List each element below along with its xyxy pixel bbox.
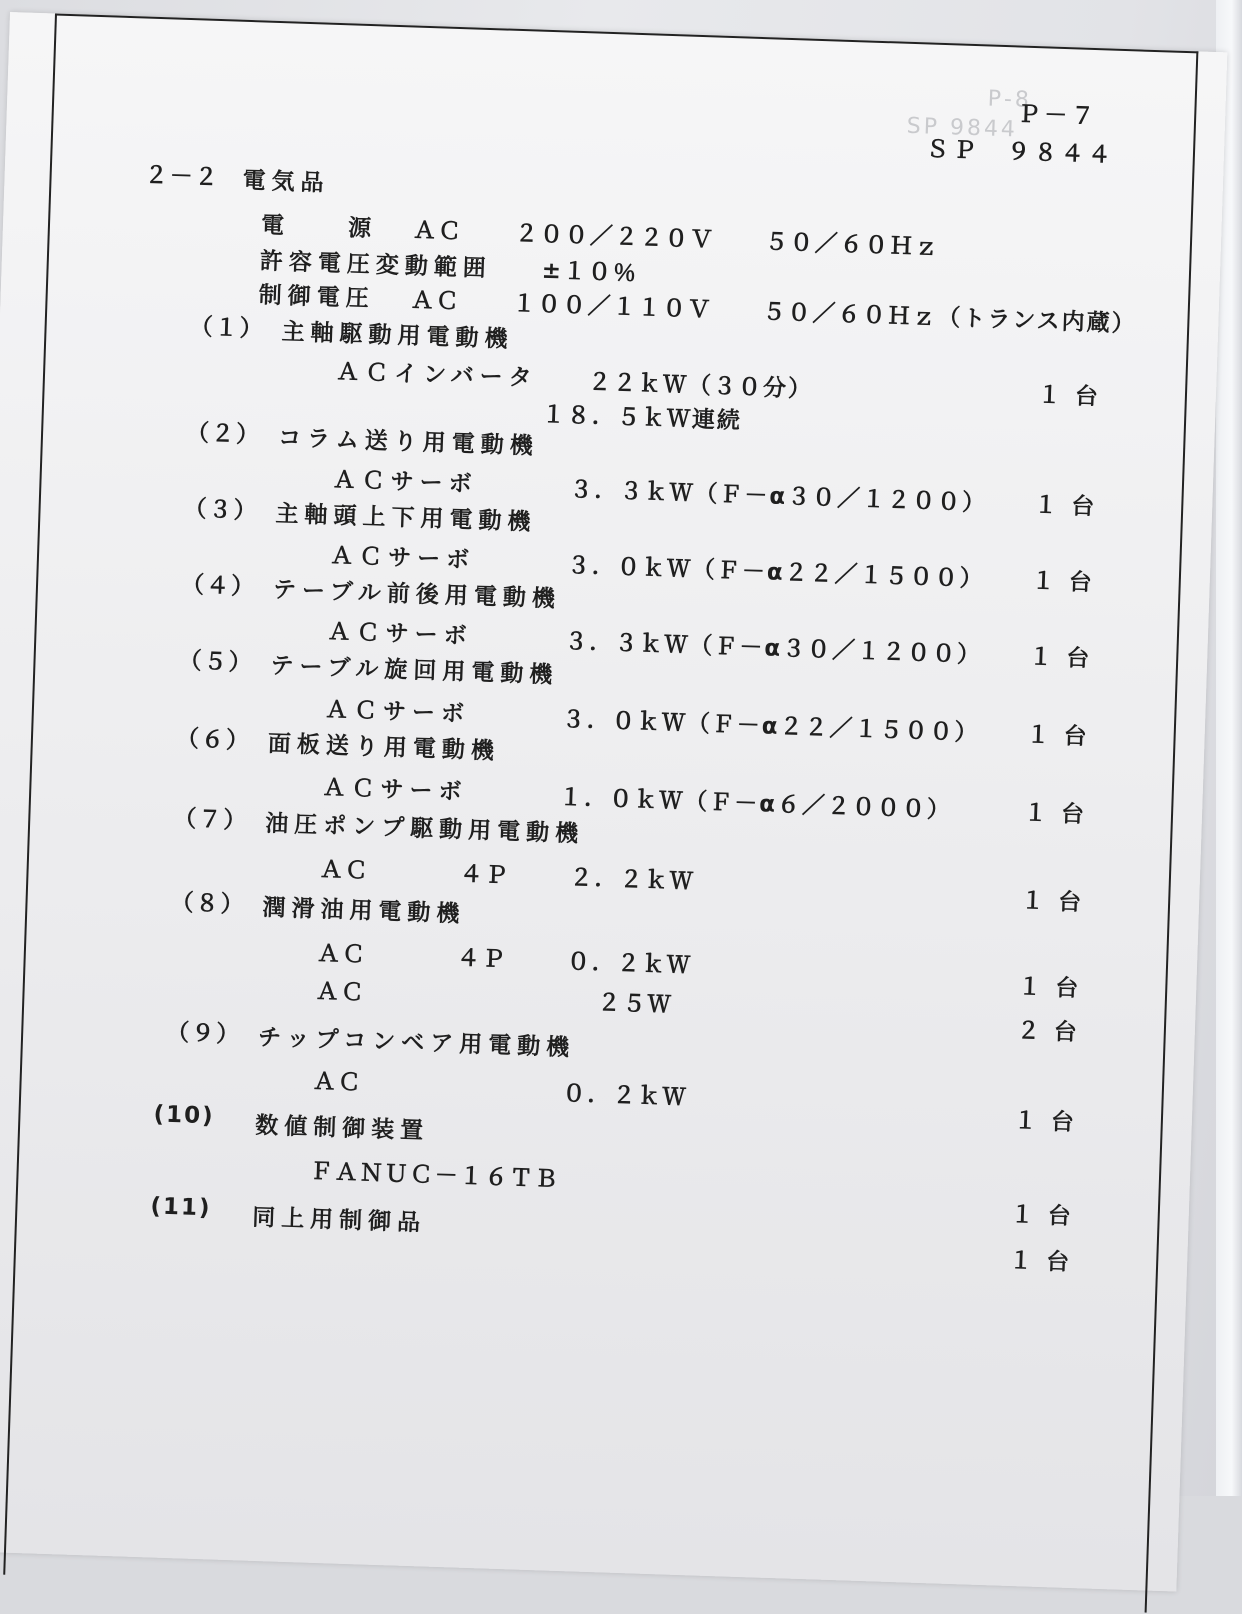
bleed-through-mark: SP 9844 bbox=[906, 113, 1019, 143]
tolerance-label: 許容電圧変動範囲 bbox=[259, 248, 493, 283]
item-number: （５） bbox=[178, 647, 254, 677]
tolerance-value: ±１０％ bbox=[541, 257, 639, 287]
item-title: 油圧ポンプ駆動用電動機 bbox=[264, 810, 585, 848]
item-number: （３） bbox=[183, 496, 260, 525]
page-number: Ｐ－７ bbox=[1016, 101, 1099, 131]
item-number: （４） bbox=[180, 572, 257, 601]
item-quantity: １台 bbox=[1023, 800, 1099, 829]
item-title: コラム送り用電動機 bbox=[277, 425, 540, 460]
item-quantity: １台 bbox=[1013, 1107, 1089, 1137]
item-number: (11) bbox=[150, 1193, 212, 1222]
item-number: （１） bbox=[189, 314, 266, 343]
section-title: 電気品 bbox=[242, 167, 330, 197]
item-spec: ３．３ｋＷ（Ｆ－α３０／１２００） bbox=[569, 476, 988, 517]
item-quantity: １台 bbox=[1028, 644, 1104, 673]
item-type: ＡＣ bbox=[319, 856, 371, 885]
power-voltage: ２００／２２０Ｖ bbox=[514, 220, 716, 254]
item-number: （７） bbox=[172, 805, 249, 835]
item-number: （９） bbox=[165, 1019, 242, 1049]
item-type: ＡＣ bbox=[312, 1068, 364, 1097]
item-pole: ４Ｐ bbox=[456, 945, 508, 973]
item-title: 同上用制御品 bbox=[251, 1204, 427, 1237]
item-quantity: １台 bbox=[1037, 382, 1113, 411]
item-spec: ２２ｋＷ（３０分） bbox=[587, 369, 814, 403]
document-code: ＳＰ ９８４４ bbox=[925, 136, 1116, 169]
item-type: ＡＣサーボ bbox=[332, 466, 479, 498]
item-title: テーブル前後用電動機 bbox=[272, 577, 562, 613]
item-title: テーブル旋回用電動機 bbox=[270, 653, 559, 689]
item-spec: １．０ｋＷ（Ｆ－α６／２０００） bbox=[558, 784, 953, 824]
bleed-through-mark: P‐8 bbox=[987, 86, 1033, 113]
item-number: (10) bbox=[153, 1101, 215, 1130]
power-type: ＡＣ bbox=[412, 217, 464, 246]
item-spec: ３．０ｋＷ（Ｆ－α２２／１５００） bbox=[566, 552, 985, 593]
item-type: ＦＡＮＵＣ－１６ＴＢ bbox=[309, 1158, 561, 1193]
item-number: （２） bbox=[185, 420, 262, 449]
item-spec: ２．２ｋＷ bbox=[569, 865, 695, 896]
control-voltage-value: １００／１１０Ｖ bbox=[512, 290, 713, 324]
item-quantity: １台 bbox=[1026, 722, 1102, 751]
item-quantity: １台 bbox=[1020, 888, 1096, 917]
power-frequency: ５０／６０Ｈｚ bbox=[764, 229, 941, 261]
item-title: 主軸駆動用電動機 bbox=[281, 319, 514, 353]
control-voltage-type: ＡＣ bbox=[410, 287, 462, 316]
item-type: ＡＣサーボ bbox=[322, 774, 468, 806]
item-number: （６） bbox=[175, 725, 252, 755]
item-spec-2: ２５Ｗ bbox=[597, 990, 673, 1019]
item-quantity: １台 bbox=[1010, 1201, 1086, 1231]
item-title: 主軸頭上下用電動機 bbox=[275, 501, 537, 536]
control-voltage-label: 制御電圧 bbox=[258, 282, 376, 313]
item-type: ＡＣサーボ bbox=[327, 618, 474, 650]
document-page bbox=[0, 12, 1227, 1592]
item-quantity: １台 bbox=[1008, 1247, 1084, 1277]
item-title: 潤滑油用電動機 bbox=[262, 894, 466, 928]
section-number: ２－２ bbox=[144, 162, 221, 192]
item-spec-continuous: １８．５ｋＷ連続 bbox=[541, 401, 743, 435]
item-pole: ４Ｐ bbox=[459, 861, 511, 890]
item-title: チップコンベア用電動機 bbox=[257, 1024, 576, 1062]
item-quantity-2: ２台 bbox=[1016, 1017, 1092, 1047]
item-spec: ３．０ｋＷ（Ｆ－α２２／１５００） bbox=[561, 706, 980, 747]
item-quantity: １台 bbox=[1031, 568, 1107, 597]
item-spec: ０．２ｋＷ bbox=[562, 1080, 688, 1112]
item-type: ＡＣ bbox=[316, 940, 368, 969]
item-spec: ３．３ｋＷ（Ｆ－α３０／１２００） bbox=[564, 628, 983, 669]
control-voltage-frequency: ５０／６０Ｈｚ（トランス内蔵） bbox=[762, 299, 1138, 338]
item-type: ＡＣインバータ bbox=[335, 359, 538, 392]
power-label: 電 源 bbox=[260, 212, 378, 243]
item-spec: ０．２ｋＷ bbox=[566, 949, 693, 980]
item-type: ＡＣサーボ bbox=[329, 542, 476, 574]
item-quantity: １台 bbox=[1017, 973, 1093, 1003]
item-type: ＡＣサーボ bbox=[324, 696, 471, 728]
item-type-2: ＡＣ bbox=[315, 978, 367, 1007]
item-title: 面板送り用電動機 bbox=[267, 730, 501, 765]
item-number: （８） bbox=[170, 889, 246, 919]
item-title: 数値制御装置 bbox=[254, 1112, 430, 1145]
item-quantity: １台 bbox=[1033, 492, 1109, 521]
